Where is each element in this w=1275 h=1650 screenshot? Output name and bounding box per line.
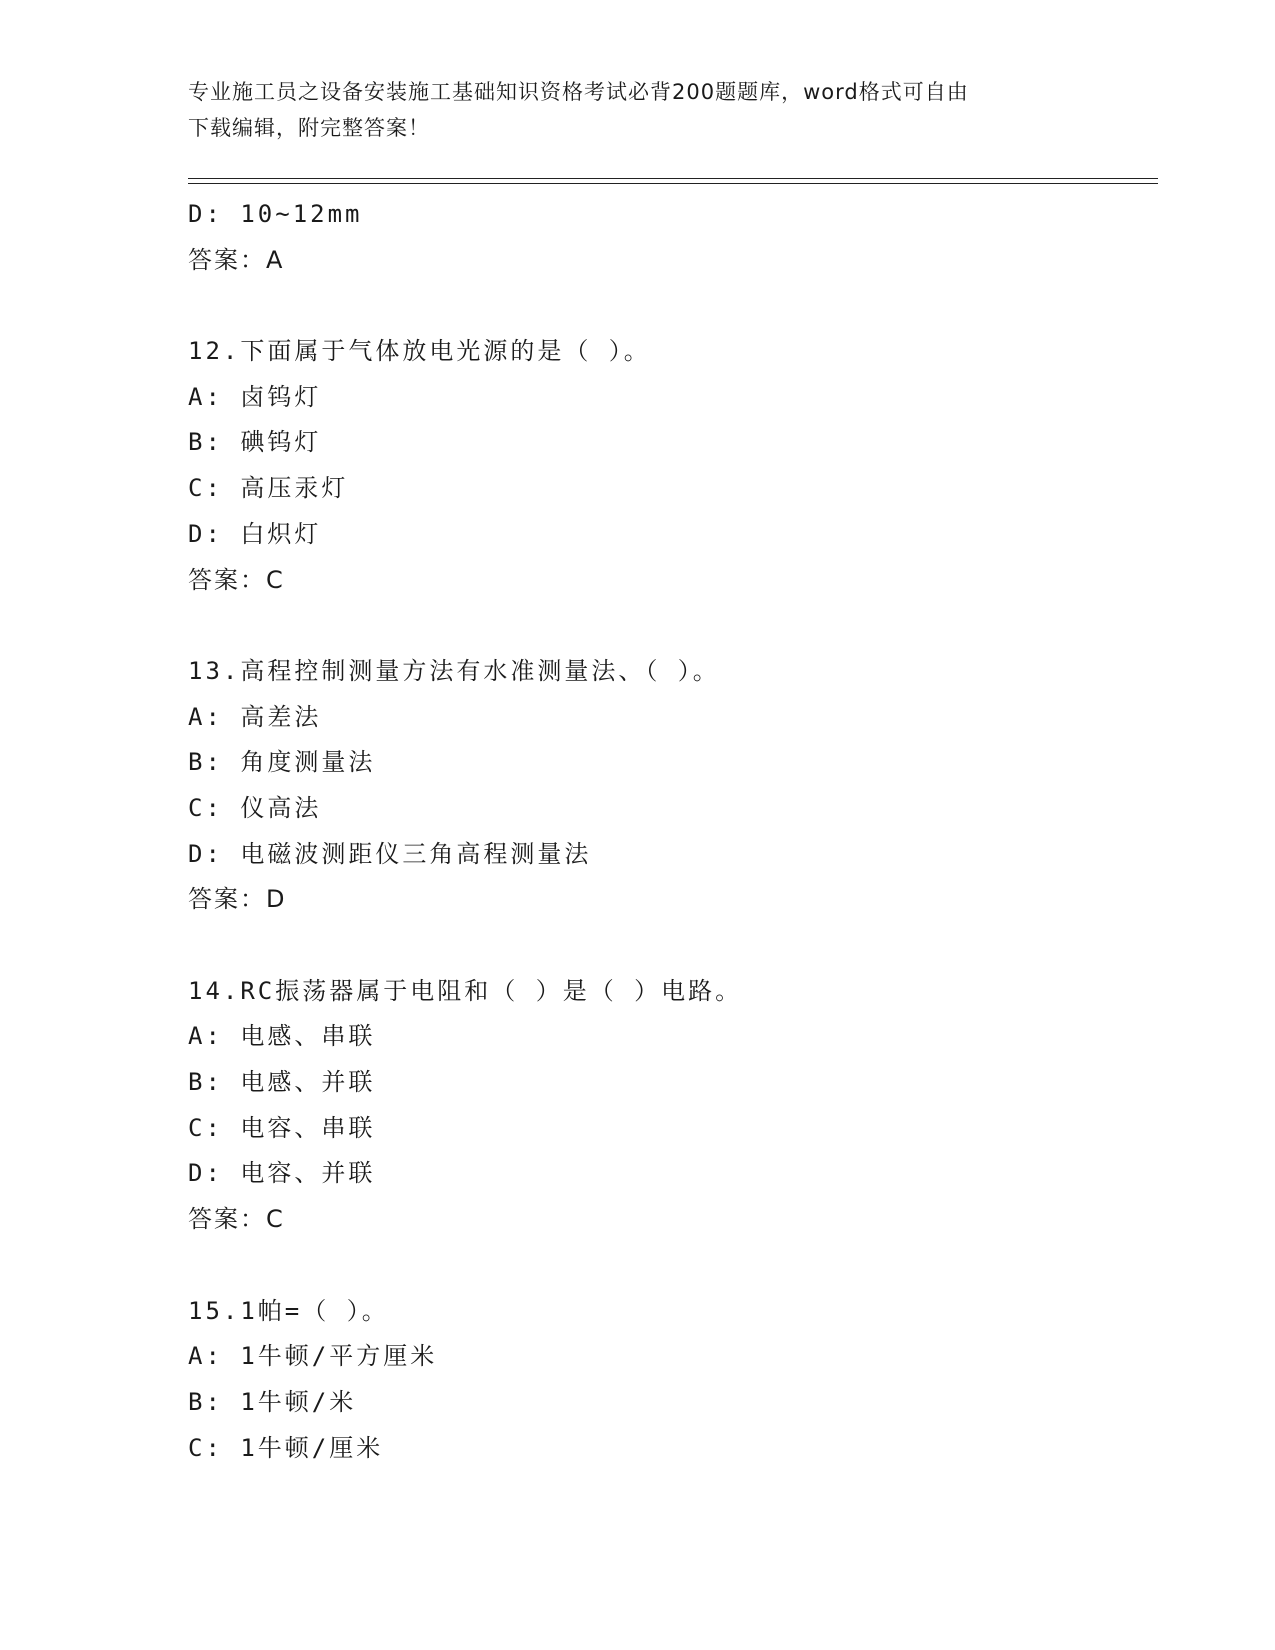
- option-b: B: 1牛顿/米: [188, 1387, 357, 1416]
- option-c: C: 高压汞灯: [188, 474, 349, 503]
- answer: 答案：C: [188, 565, 285, 594]
- prev-answer: 答案：A: [188, 245, 285, 274]
- question-block-15: [188, 1289, 1148, 1472]
- option-b: B: 角度测量法: [188, 748, 376, 777]
- option-c: C: 电容、串联: [188, 1113, 376, 1142]
- spacer: [188, 603, 1148, 649]
- option-a: A: 电感、串联: [188, 1022, 376, 1051]
- answer: 答案：C: [188, 1205, 285, 1234]
- question-stem: 12.下面属于气体放电光源的是（ ）。: [188, 337, 651, 366]
- option-a: A: 卤钨灯: [188, 382, 322, 411]
- question-block-13: [188, 649, 1148, 923]
- prev-option-d: D: 10~12mm: [188, 200, 363, 228]
- option-d: D: 白炽灯: [188, 519, 322, 548]
- option-a: A: 1牛顿/平方厘米: [188, 1342, 438, 1371]
- spacer: [188, 923, 1148, 969]
- question-stem: 14.RC振荡器属于电阻和（ ）是（ ）电路。: [188, 976, 743, 1005]
- header-title-line1: 专业施工员之设备安装施工基础知识资格考试必背200题题库，word格式可自由: [188, 80, 969, 104]
- spacer: [188, 283, 1148, 329]
- header-divider-bottom: [188, 183, 1158, 184]
- option-d: D: 电容、并联: [188, 1159, 376, 1188]
- question-stem: 15.1帕=（ ）。: [188, 1296, 389, 1325]
- spacer: [188, 1243, 1148, 1289]
- question-stem: 13.高程控制测量方法有水准测量法、（ ）。: [188, 656, 720, 685]
- option-d: D: 电磁波测距仪三角高程测量法: [188, 839, 592, 868]
- option-b: B: 电感、并联: [188, 1068, 376, 1097]
- option-b: B: 碘钨灯: [188, 428, 322, 457]
- option-a: A: 高差法: [188, 702, 322, 731]
- question-block-12: [188, 329, 1148, 603]
- option-c: C: 仪高法: [188, 793, 322, 822]
- header-divider-top: [188, 178, 1158, 179]
- answer: 答案：D: [188, 885, 287, 914]
- question-content: [188, 192, 1148, 1471]
- header-title-line2: 下载编辑，附完整答案！: [188, 116, 430, 140]
- document-header: [188, 74, 1068, 146]
- question-block-14: [188, 969, 1148, 1243]
- option-c: C: 1牛顿/厘米: [188, 1433, 384, 1462]
